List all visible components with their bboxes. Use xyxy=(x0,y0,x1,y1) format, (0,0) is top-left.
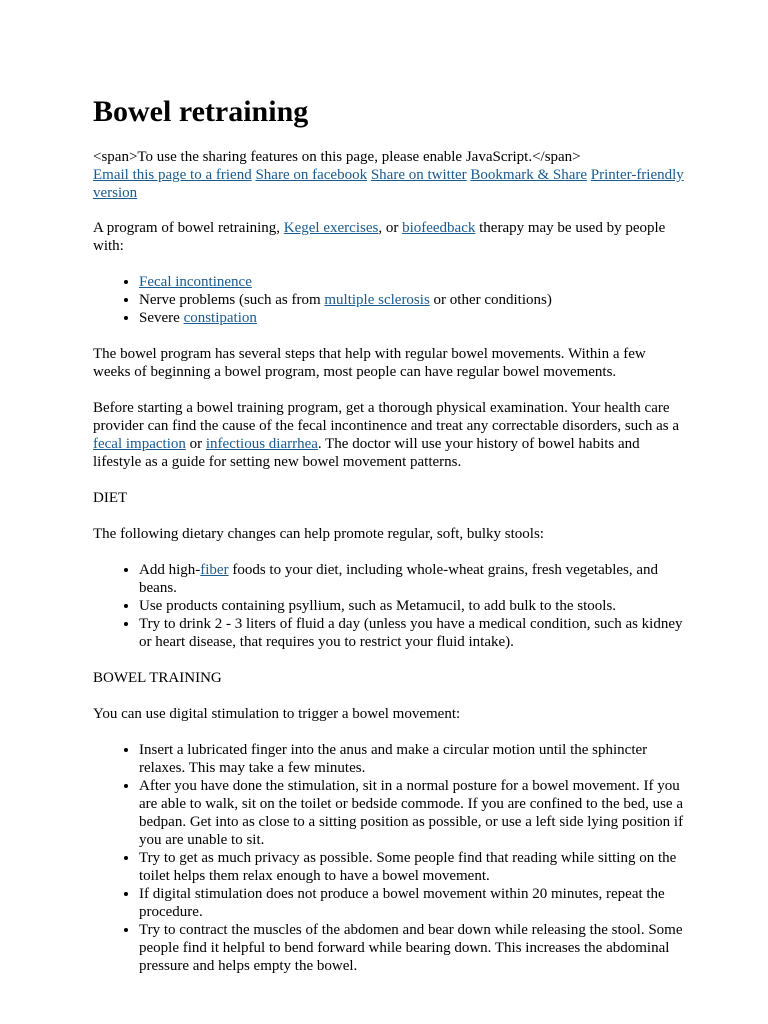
share-twitter-link[interactable]: Share on twitter xyxy=(370,167,467,183)
item-text: Add high- xyxy=(139,562,201,578)
exam-text-3: . The doctor will use your history of bowel habits and lifestyle as a guide for setting new bowel movement patterns. xyxy=(93,436,640,470)
intro-paragraph xyxy=(93,219,685,255)
printer-friendly-link[interactable]: Printer-friendly version xyxy=(93,167,684,201)
bowel-training-intro: You can use digital stimulation to trigger a bowel movement: xyxy=(93,706,461,722)
email-friend-link[interactable]: Email this page to a friend xyxy=(93,167,252,183)
list-item: • Try to contract the muscles of the abdomen and bear down while releasing the stool. Some people find it helpful to bend forward while bearing down. This increases the abdominal pressure and helps empty the bowel. xyxy=(139,921,685,975)
item-text: foods to your diet, including whole-wheat grains, fresh vegetables, and beans. xyxy=(139,562,659,596)
examination-paragraph xyxy=(93,399,685,471)
javascript-notice: <span>To use the sharing features on this page, please enable JavaScript.</span> xyxy=(93,149,581,165)
page-title: Bowel retraining xyxy=(93,95,309,128)
list-item: • If digital stimulation does not produce a bowel movement within 20 minutes, repeat the procedure. xyxy=(139,885,685,921)
item-text: Nerve problems (such as from xyxy=(139,292,325,308)
fiber-link[interactable]: fiber xyxy=(200,562,229,578)
multiple-sclerosis-link[interactable]: multiple sclerosis xyxy=(324,292,430,308)
diet-heading: DIET xyxy=(93,490,128,506)
bookmark-share-link[interactable]: Bookmark & Share xyxy=(470,167,588,183)
share-facebook-link[interactable]: Share on facebook xyxy=(255,167,368,183)
list-item: • Insert a lubricated finger into the anus and make a circular motion until the sphincter relaxes. This may take a few minutes. xyxy=(139,741,685,777)
item-text: or other conditions) xyxy=(429,292,552,308)
intro-text-3: therapy may be used by people with: xyxy=(93,220,666,254)
fecal-impaction-link[interactable]: fecal impaction xyxy=(93,436,186,452)
share-links xyxy=(93,166,685,202)
intro-text-2: , or xyxy=(378,220,403,236)
list-item: • Try to drink 2 - 3 liters of fluid a day (unless you have a medical condition, such as kidney or heart disease, that requires you to restrict your fluid intake). xyxy=(139,615,685,651)
list-item xyxy=(139,309,685,327)
conditions-list xyxy=(93,273,685,327)
fecal-incontinence-link[interactable]: Fecal incontinence xyxy=(139,274,252,290)
list-item: • After you have done the stimulation, sit in a normal posture for a bowel movement. If you are able to walk, sit on the toilet or bedside commode. If you are confined to the bed, use a bedpan. Get into as close to a sitting position as possible, or use a left side lying position if you are unable to sit. xyxy=(139,777,685,849)
intro-text-1: A program of bowel retraining, xyxy=(93,220,284,236)
bowel-training-heading: BOWEL TRAINING xyxy=(93,670,222,686)
list-item: • Use products containing psyllium, such as Metamucil, to add bulk to the stools. xyxy=(139,597,685,615)
kegel-exercises-link[interactable]: Kegel exercises xyxy=(283,220,379,236)
list-item xyxy=(139,561,685,597)
exam-text-2: or xyxy=(185,436,206,452)
training-list xyxy=(93,741,685,975)
constipation-link[interactable]: constipation xyxy=(183,310,257,326)
list-item xyxy=(139,273,685,291)
list-item: • Try to get as much privacy as possible. Some people find that reading while sitting on the toilet helps them relax enough to have a bowel movement. xyxy=(139,849,685,885)
diet-list xyxy=(93,561,685,651)
item-text: Severe xyxy=(139,310,184,326)
article xyxy=(93,95,685,993)
share-block xyxy=(93,148,685,202)
list-item xyxy=(139,291,685,309)
diet-intro: The following dietary changes can help promote regular, soft, bulky stools: xyxy=(93,526,544,542)
exam-text-1: Before starting a bowel training program, get a thorough physical examination. Your health care provider can find the cause of the fecal incontinence and treat any correctable disorders, such as a xyxy=(93,400,679,434)
bowel-program-paragraph: The bowel program has several steps that help with regular bowel movements. Within a few weeks of beginning a bowel program, most people can have regular bowel movements. xyxy=(93,346,646,380)
infectious-diarrhea-link[interactable]: infectious diarrhea xyxy=(205,436,318,452)
biofeedback-link[interactable]: biofeedback xyxy=(402,220,476,236)
